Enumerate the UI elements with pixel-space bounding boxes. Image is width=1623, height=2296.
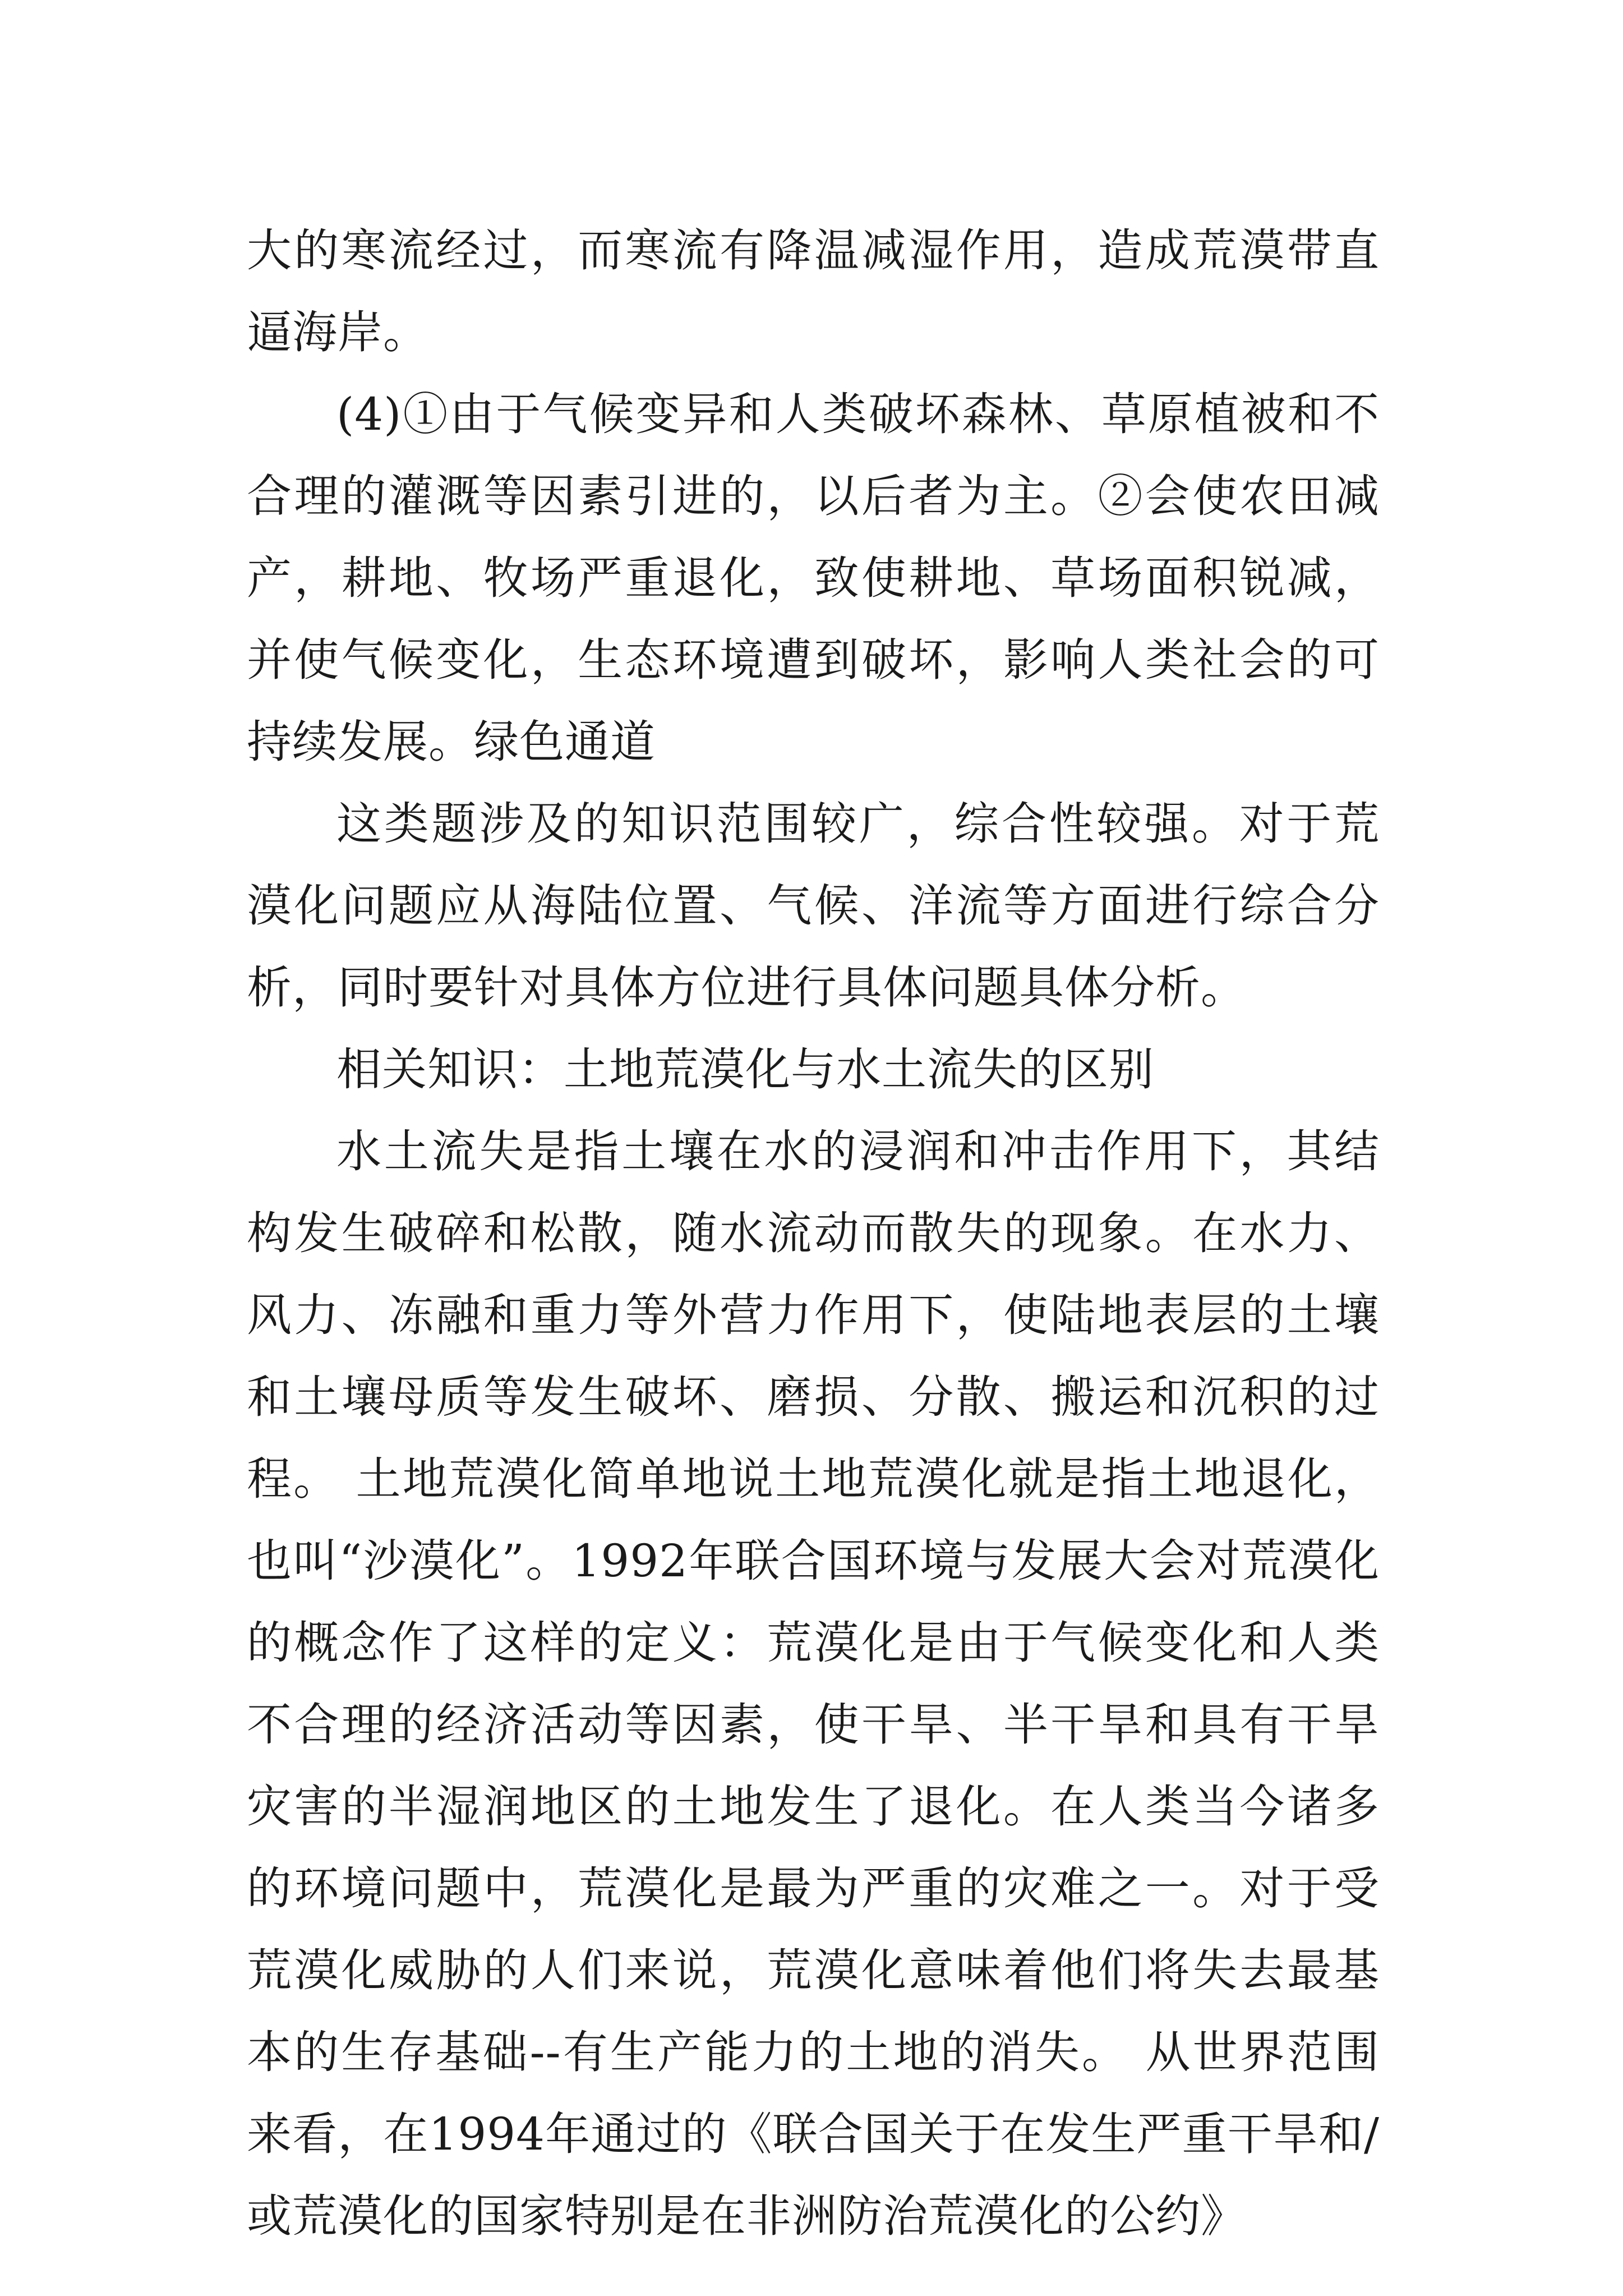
paragraph-soil-erosion: 水土流失是指土壤在水的浸润和冲击作用下，其结构发生破碎和松散，随水流动而散失的现象。在水力、风力、冻融和重力等外营力作用下，使陆地表层的土壤和土壤母质等发生破坏、磨损、分散、搬运和沉积的过程。 土地荒漠化简单地说土地荒漠化就是指土地退化，也叫“沙漠化”。1992年联合国环境与发展大会对荒漠化的概念作了这样的定义：荒漠化是由于气候变化和人类不合理的经济活动等因素，使干旱、半干旱和具有干旱灾害的半湿润地区的土地发生了退化。在人类当今诸多的环境问题中，荒漠化是最为严重的灾难之一。对于受荒漠化威胁的人们来说，荒漠化意味着他们将失去最基本的生存基础--有生产能力的土地的消失。 从世界范围来看，在1994年通过的《联合国关于在发生严重干旱和/或荒漠化的国家特别是在非洲防治荒漠化的公约》 xyxy=(247,1125,1380,2242)
paragraph-related-knowledge-heading: 相关知识：土地荒漠化与水土流失的区别 xyxy=(336,1043,1154,1096)
paragraph-analysis: 这类题涉及的知识范围较广，综合性较强。对于荒漠化问题应从海陆位置、气候、洋流等方面进行综合分析，同时要针对具体方位进行具体问题具体分析。 xyxy=(247,798,1380,1014)
paragraph-continuation: 大的寒流经过，而寒流有降温减湿作用，造成荒漠带直逼海岸。 xyxy=(247,224,1380,358)
paragraph-answer-4: (4)①由于气候变异和人类破坏森林、草原植被和不合理的灌溉等因素引进的，以后者为主。②会使农田减产，耕地、牧场严重退化，致使耕地、草场面积锐减，并使气候变化，生态环境遭到破坏，影响人类社会的可持续发展。绿色通道 xyxy=(247,388,1380,768)
document-body xyxy=(247,210,1380,2257)
